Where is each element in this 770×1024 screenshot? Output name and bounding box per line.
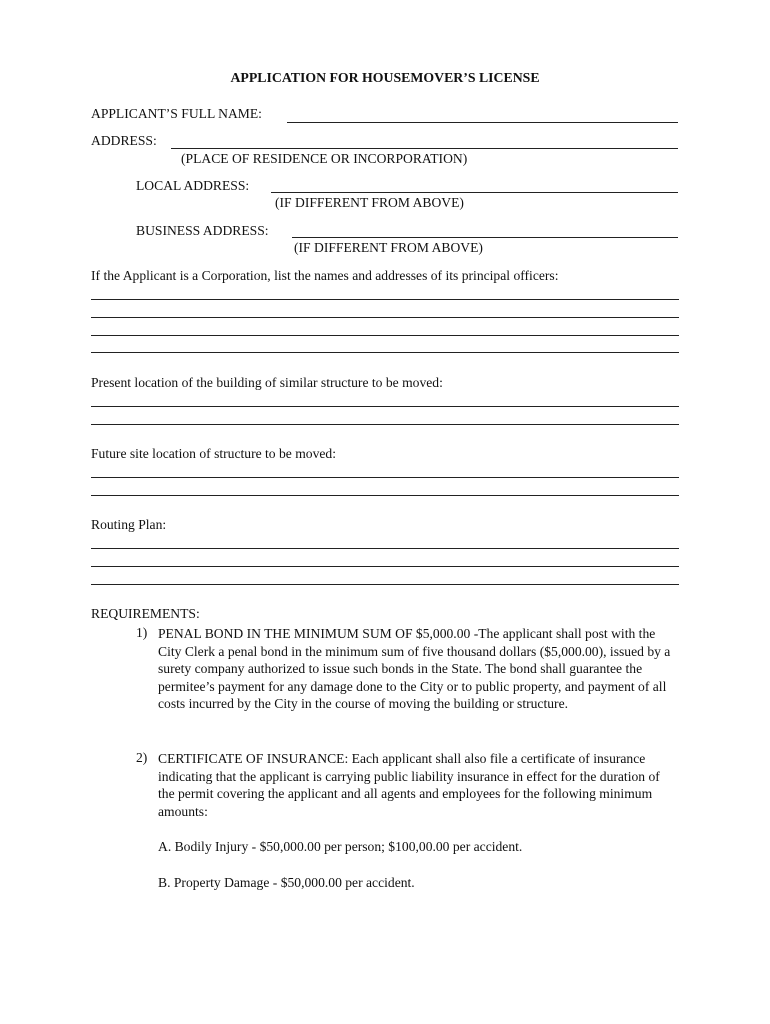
officers-line[interactable] <box>91 317 679 318</box>
future-site-line[interactable] <box>91 477 679 478</box>
local-address-note: (IF DIFFERENT FROM ABOVE) <box>275 195 464 210</box>
routing-plan-line[interactable] <box>91 584 679 585</box>
address-note: (PLACE OF RESIDENCE OR INCORPORATION) <box>181 151 468 166</box>
requirement-number: 2) <box>136 750 148 765</box>
requirement-bodily-injury: A. Bodily Injury - $50,000.00 per person; $100,00.00 per accident. <box>158 839 523 854</box>
requirement-certificate-of-insurance: CERTIFICATE OF INSURANCE: Each applicant shall also file a certificate of insurance indicating that the applicant is carrying public liability insurance in effect for the duration of the permit covering the applicant and all agents and employees for the following minimum amounts: <box>158 751 660 819</box>
local-address-field[interactable] <box>271 192 678 193</box>
form-title: APPLICATION FOR HOUSEMOVER’S LICENSE <box>230 70 540 85</box>
address-field[interactable] <box>171 148 678 149</box>
future-site-line[interactable] <box>91 495 679 496</box>
officers-prompt: If the Applicant is a Corporation, list the names and addresses of its principal officers: <box>91 268 559 283</box>
officers-line[interactable] <box>91 335 679 336</box>
requirement-property-damage: B. Property Damage - $50,000.00 per accident. <box>158 875 415 890</box>
requirements-heading: REQUIREMENTS: <box>91 606 200 621</box>
business-address-field[interactable] <box>292 237 678 238</box>
officers-line[interactable] <box>91 299 679 300</box>
requirement-penal-bond: PENAL BOND IN THE MINIMUM SUM OF $5,000.00 -The applicant shall post with the City Clerk a penal bond in the minimum sum of five thousand dollars ($5,000.00), issued by a surety company authorized to issue such bonds in the State. The bond shall guarantee the permitee’s payment for any damage done to the City or to public property, and payment of all costs incurred by the City in the course of moving the building or structure. <box>158 626 671 712</box>
routing-plan-line[interactable] <box>91 548 679 549</box>
present-location-line[interactable] <box>91 406 679 407</box>
address-label: ADDRESS: <box>91 133 157 148</box>
routing-plan-line[interactable] <box>91 566 679 567</box>
business-address-label: BUSINESS ADDRESS: <box>136 223 269 238</box>
future-site-prompt: Future site location of structure to be moved: <box>91 446 337 461</box>
present-location-line[interactable] <box>91 424 679 425</box>
full-name-label: APPLICANT’S FULL NAME: <box>91 106 262 121</box>
full-name-field[interactable] <box>287 122 678 123</box>
present-location-prompt: Present location of the building of similar structure to be moved: <box>91 375 443 390</box>
requirement-number: 1) <box>136 625 148 640</box>
local-address-label: LOCAL ADDRESS: <box>136 178 250 193</box>
routing-plan-prompt: Routing Plan: <box>91 517 167 532</box>
business-address-note: (IF DIFFERENT FROM ABOVE) <box>294 240 483 255</box>
officers-line[interactable] <box>91 352 679 353</box>
